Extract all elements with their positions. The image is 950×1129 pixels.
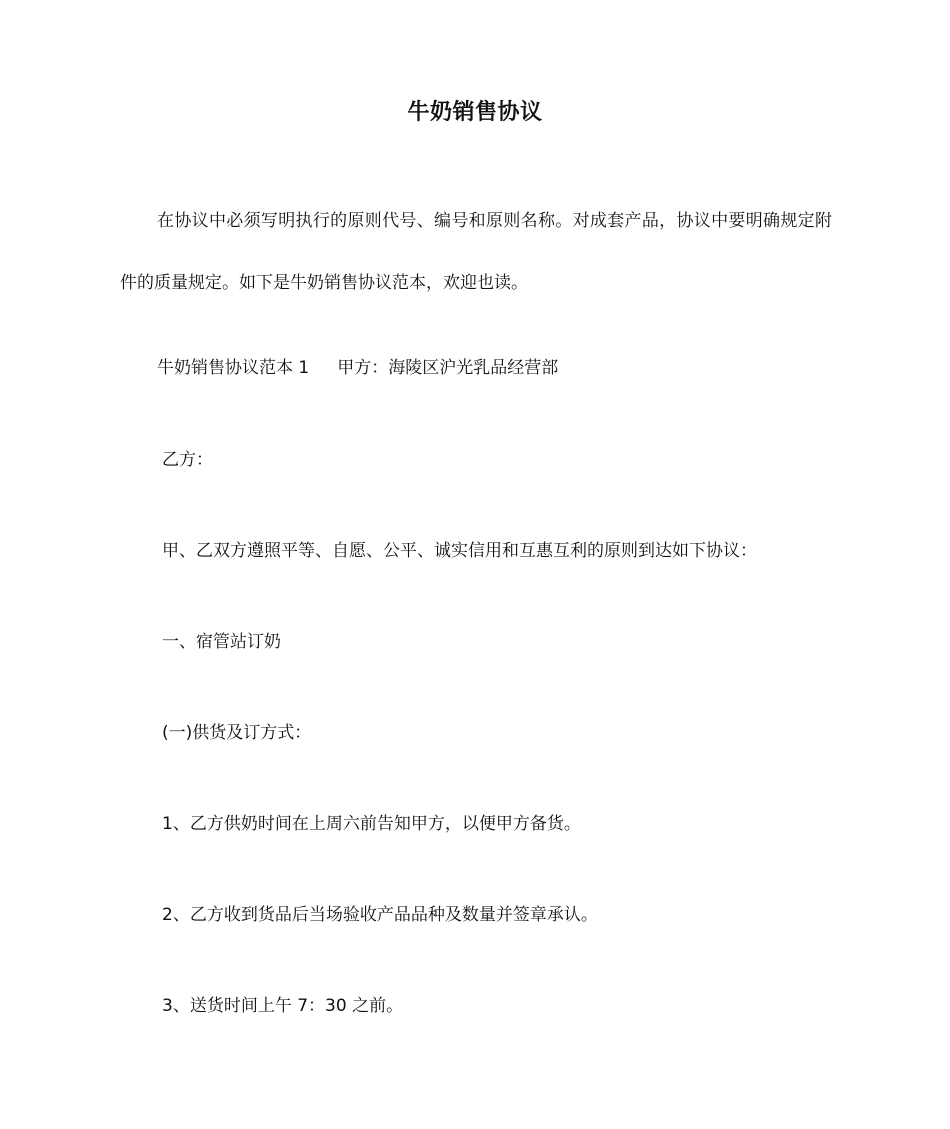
party-b: 乙方： [162,450,213,470]
intro-paragraph: 在协议中必须写明执行的原则代号、编号和原则名称。对成套产品，协议中要明确规定附件的质量规定。如下是牛奶销售协议范本，欢迎也读。 [120,211,832,293]
sample-heading: 牛奶销售协议范本 1 [157,358,310,378]
party-a: 甲方：海陵区沪光乳品经营部 [337,358,559,378]
preamble: 甲、乙双方遵照平等、自愿、公平、诚实信用和互惠互利的原则到达如下协议： [162,541,757,561]
sample-heading-line [157,354,558,382]
subsection-heading-1: (一)供货及订方式： [162,723,312,743]
section-heading-1: 一、宿管站订奶 [162,632,281,652]
list-item-3: 3、送货时间上午 7：30 之前。 [162,996,404,1016]
list-item-1: 1、乙方供奶时间在上周六前告知甲方，以便甲方备货。 [162,814,581,834]
list-item-2: 2、乙方收到货品后当场验收产品品种及数量并签章承认。 [162,905,598,925]
document-title: 牛奶销售协议 [407,100,543,125]
